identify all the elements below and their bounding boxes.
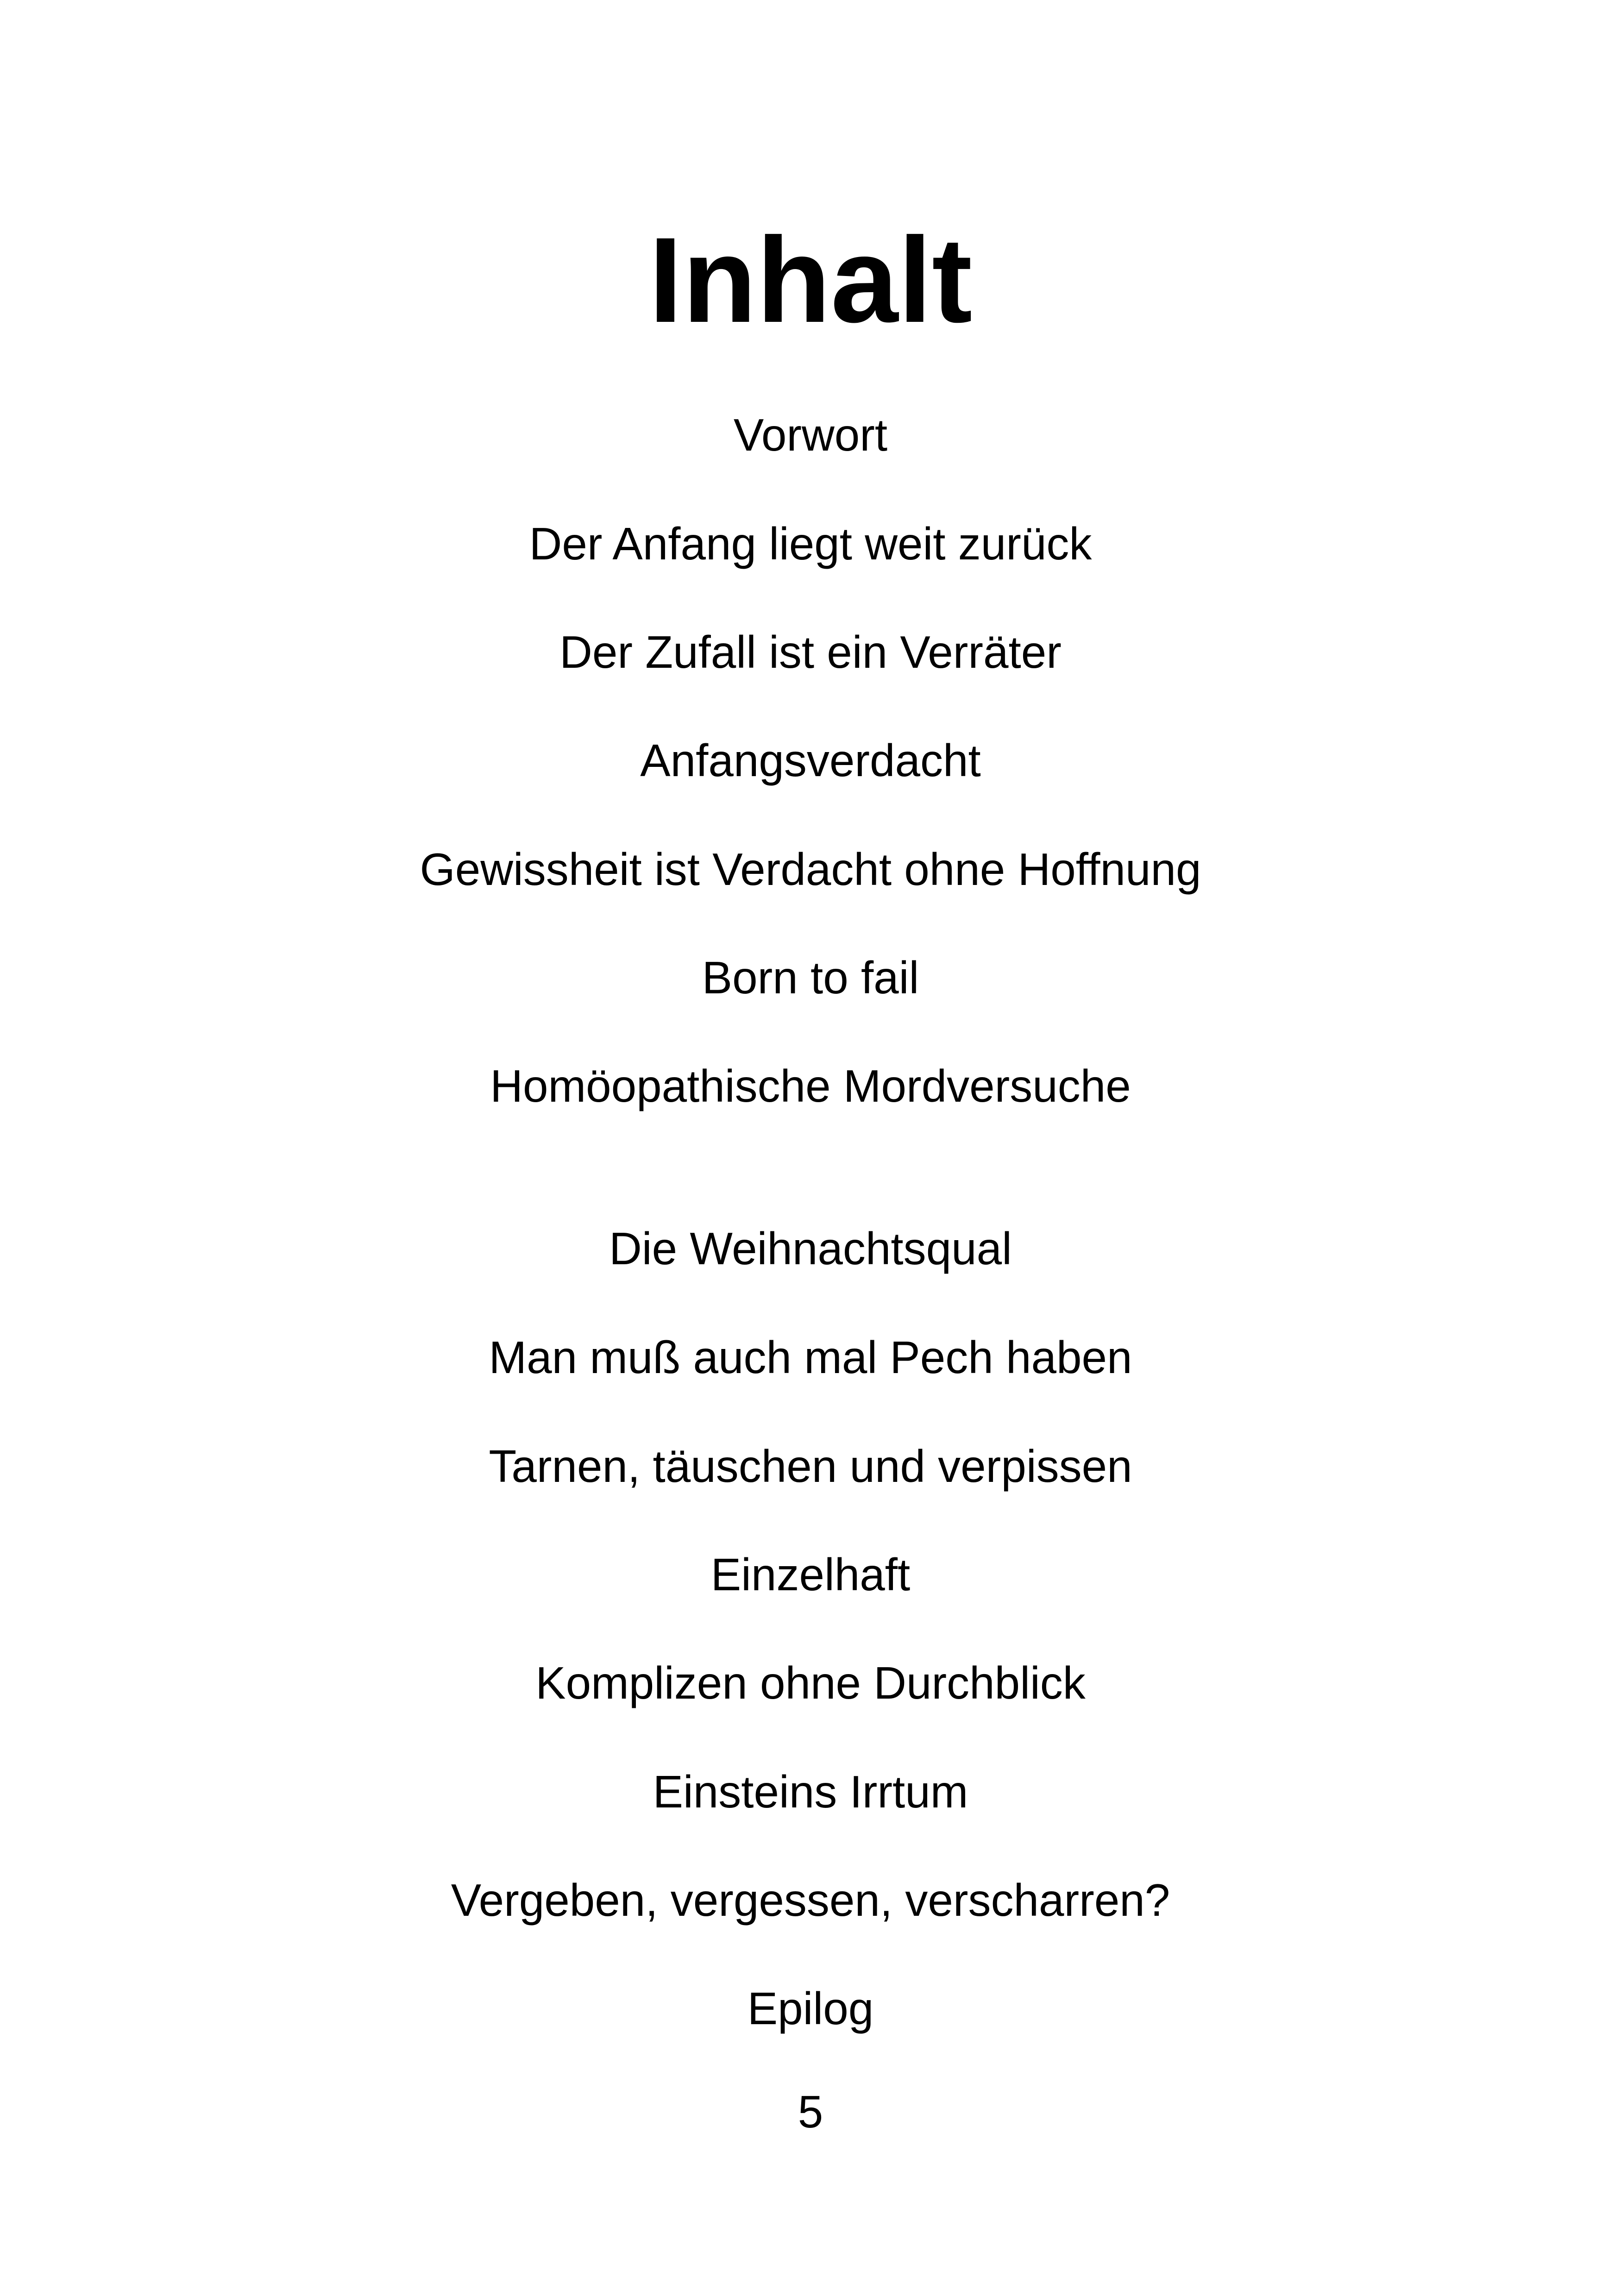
toc-entry: Man muß auch mal Pech haben	[489, 1332, 1132, 1383]
page-number: 5	[798, 2086, 823, 2137]
toc-entry: Komplizen ohne Durchblick	[535, 1657, 1086, 1708]
page-title: Inhalt	[648, 212, 973, 348]
toc-entry: Der Anfang liegt weit zurück	[529, 518, 1092, 569]
toc-entry: Gewissheit ist Verdacht ohne Hoffnung	[420, 844, 1201, 895]
toc-entry: Homöopathische Mordversuche	[490, 1060, 1131, 1111]
toc-entry: Epilog	[747, 1983, 874, 2034]
toc-entry: Einsteins Irrtum	[653, 1766, 968, 1817]
toc-entry: Tarnen, täuschen und verpissen	[489, 1441, 1132, 1492]
toc-entry: Die Weihnachtsqual	[609, 1223, 1012, 1274]
toc-entry: Anfangsverdacht	[640, 735, 981, 786]
toc-entry: Vorwort	[733, 409, 888, 460]
toc-entry: Der Zufall ist ein Verräter	[559, 627, 1062, 678]
toc-entry: Einzelhaft	[710, 1549, 911, 1600]
toc-entry: Vergeben, vergessen, verscharren?	[451, 1875, 1170, 1926]
toc-entry: Born to fail	[702, 952, 919, 1003]
